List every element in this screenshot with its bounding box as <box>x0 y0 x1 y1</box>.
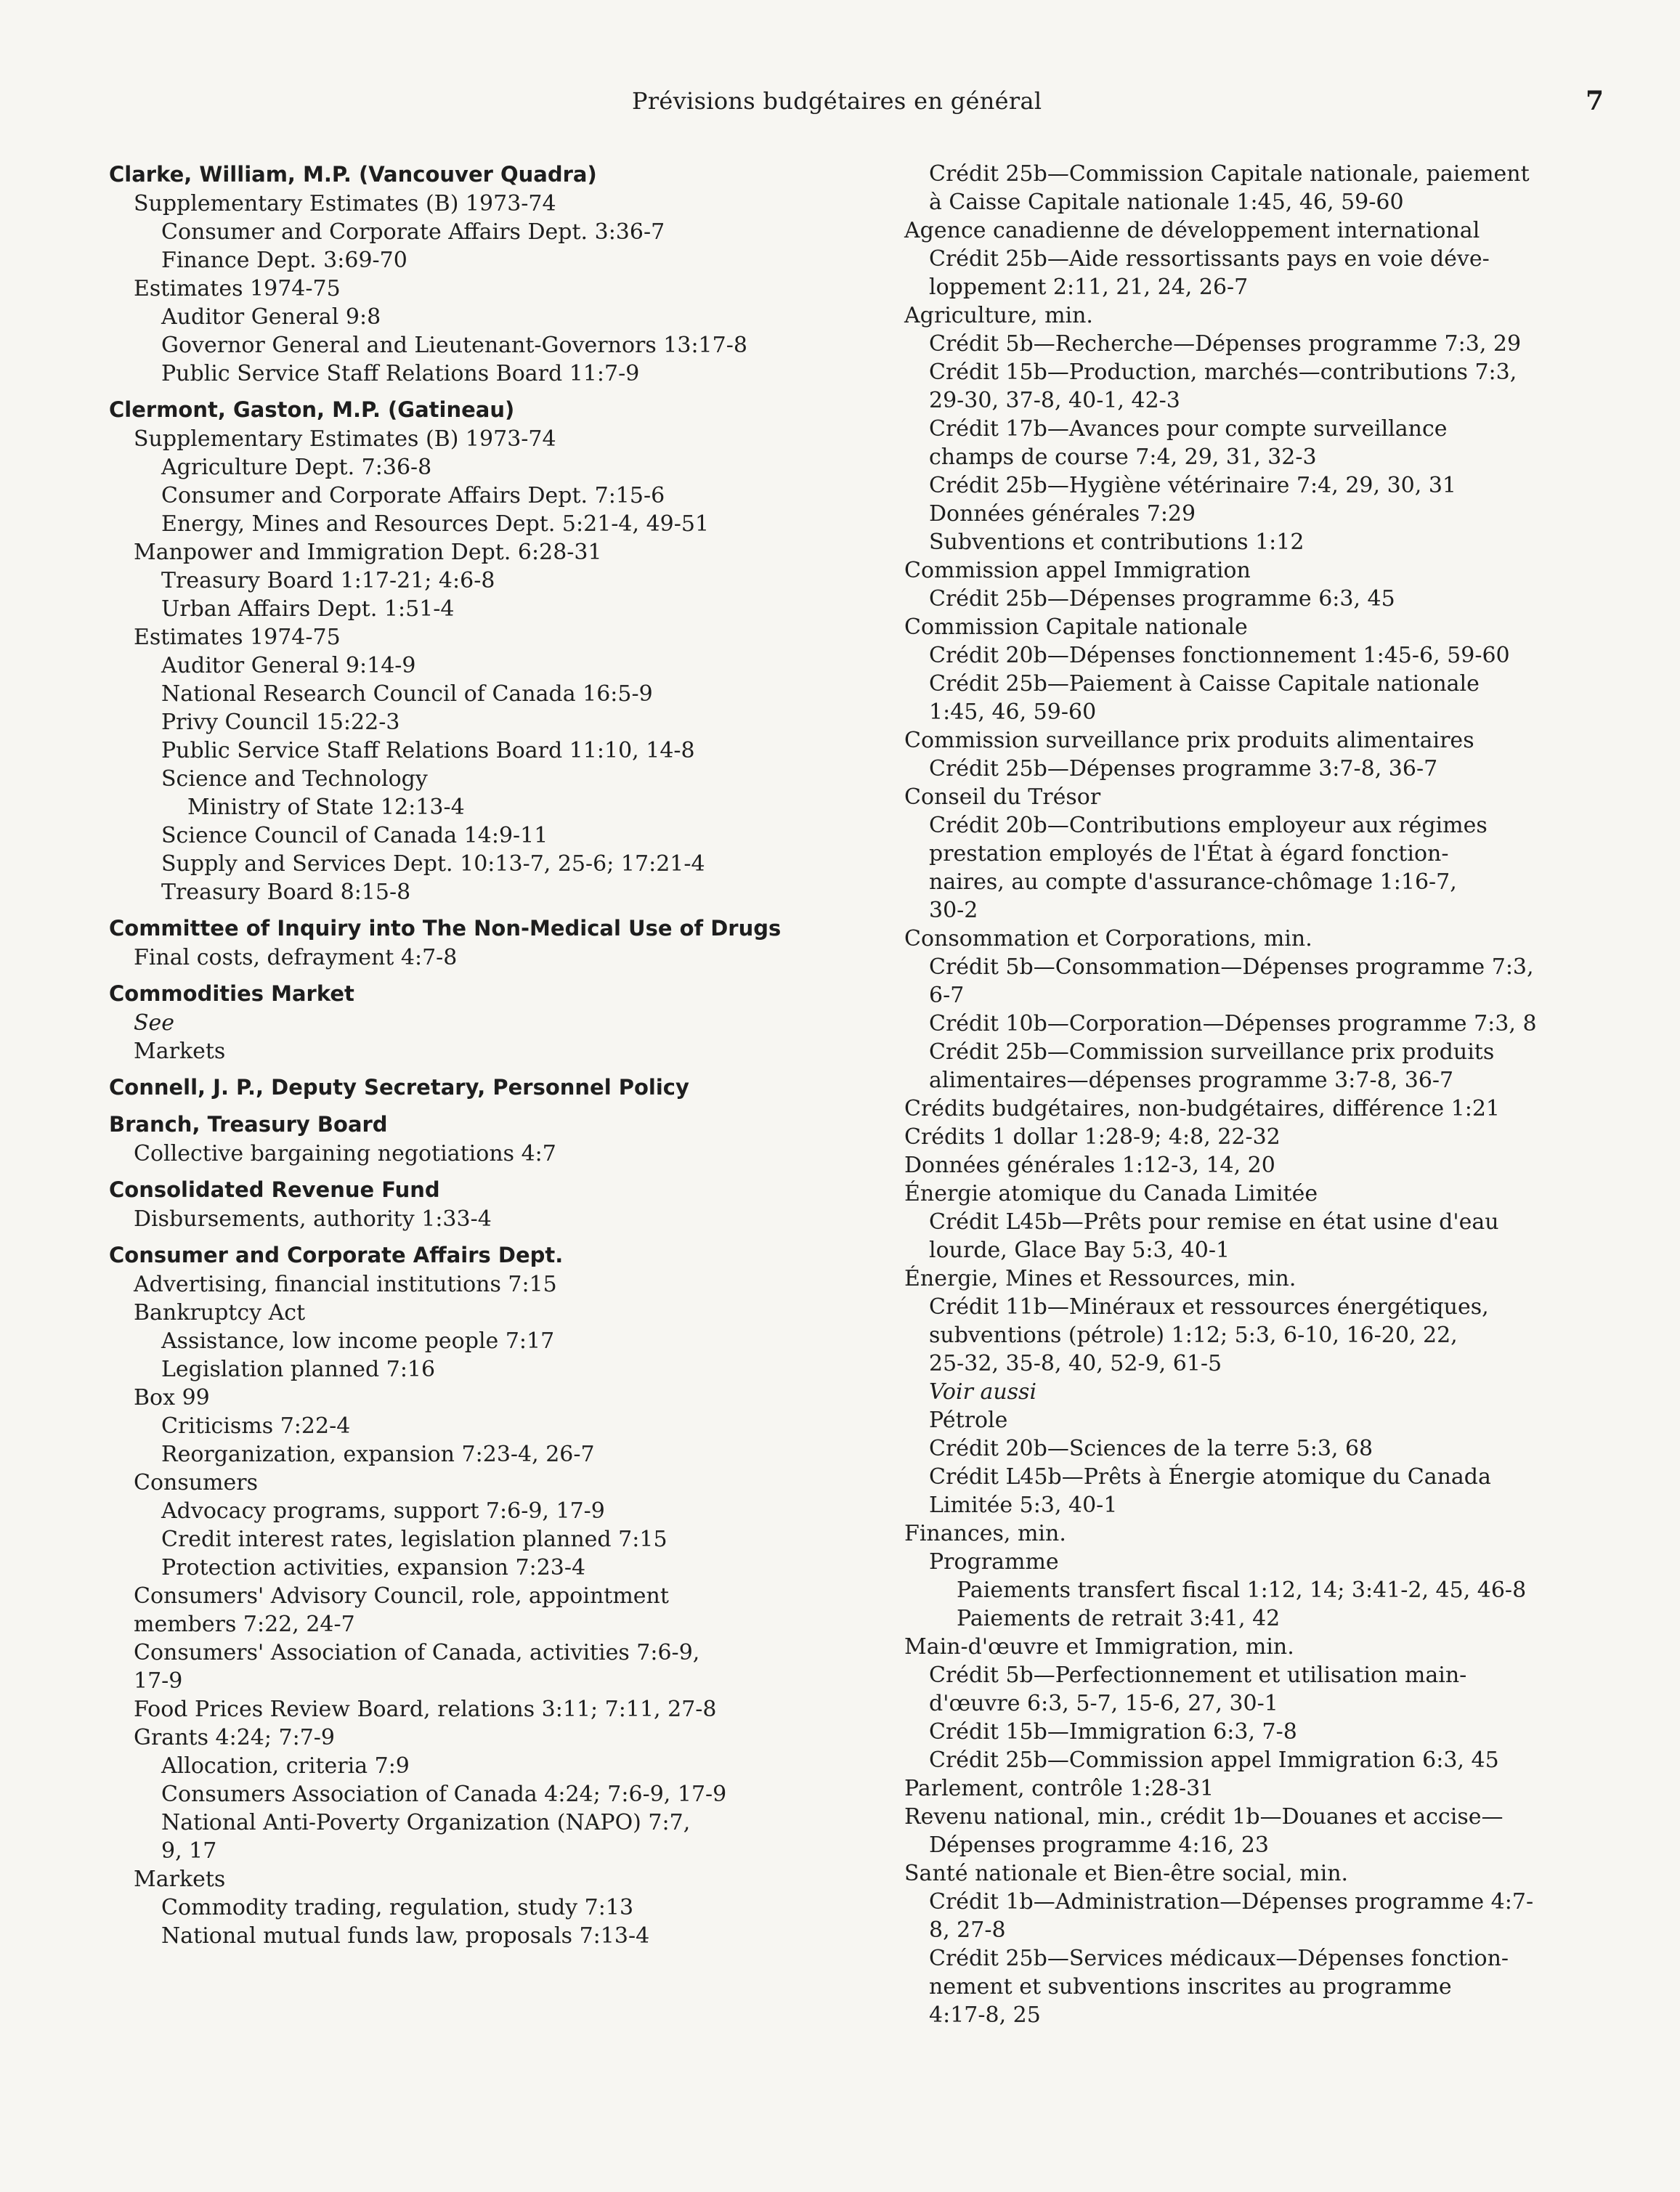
index-entry: Paiements de retrait 3:41, 42 <box>957 1606 1281 1631</box>
index-entry: Parlement, contrôle 1:28-31 <box>904 1776 1214 1801</box>
index-entry: Treasury Board 8:15-8 <box>161 880 411 905</box>
index-entry: National mutual funds law, proposals 7:13-4 <box>161 1923 650 1949</box>
index-heading: Committee of Inquiry into The Non-Medical Use of Drugs <box>109 916 782 941</box>
index-entry: Crédit 25b—Commission appel Immigration 6:3, 45 <box>929 1747 1499 1773</box>
index-entry: Science and Technology <box>161 766 428 792</box>
index-entry: 4:17-8, 25 <box>929 2002 1041 2028</box>
index-entry: Crédit 25b—Services médicaux—Dépenses fonction- <box>929 1946 1509 1971</box>
index-entry: Credit interest rates, legislation planned 7:15 <box>161 1527 667 1552</box>
index-entry: 6-7 <box>929 983 965 1008</box>
index-entry: Energy, Mines and Resources Dept. 5:21-4, 49-51 <box>161 511 710 537</box>
index-entry: Protection activities, expansion 7:23-4 <box>161 1555 586 1580</box>
index-entry: Consumer and Corporate Affairs Dept. 3:36-7 <box>161 219 665 245</box>
index-entry: Supply and Services Dept. 10:13-7, 25-6; 17:21-4 <box>161 851 705 877</box>
index-heading: Commodities Market <box>109 981 354 1006</box>
index-entry: Agence canadienne de développement international <box>904 218 1480 243</box>
index-entry: Énergie atomique du Canada Limitée <box>904 1181 1318 1206</box>
index-entry: Crédit 11b—Minéraux et ressources énergétiques, <box>929 1294 1489 1320</box>
index-entry: Énergie, Mines et Ressources, min. <box>904 1266 1296 1291</box>
index-entry: Crédit L45b—Prêts à Énergie atomique du Canada <box>929 1464 1491 1490</box>
page-number: 7 <box>1586 86 1604 116</box>
index-heading: Branch, Treasury Board <box>109 1112 388 1137</box>
index-entry: Crédit 15b—Production, marchés—contributions 7:3, <box>929 360 1517 385</box>
index-entry: Final costs, defrayment 4:7-8 <box>134 945 458 970</box>
index-entry: naires, au compte d'assurance-chômage 1:16-7, <box>929 869 1457 895</box>
index-entry: Commodity trading, regulation, study 7:13 <box>161 1895 634 1920</box>
index-heading: Clarke, William, M.P. (Vancouver Quadra) <box>109 162 597 187</box>
index-entry: Collective bargaining negotiations 4:7 <box>134 1141 556 1166</box>
index-entry: Treasury Board 1:17-21; 4:6-8 <box>161 568 495 593</box>
index-entry: Supplementary Estimates (B) 1973-74 <box>134 426 556 452</box>
index-entry: Crédit 15b—Immigration 6:3, 7-8 <box>929 1719 1297 1745</box>
index-entry: Finance Dept. 3:69-70 <box>161 248 407 273</box>
index-entry: Programme <box>929 1549 1059 1575</box>
index-column-left <box>109 160 835 1950</box>
index-entry: Grants 4:24; 7:7-9 <box>134 1725 336 1750</box>
index-entry: Advertising, financial institutions 7:15 <box>134 1272 557 1297</box>
index-entry: Crédit 10b—Corporation—Dépenses programme 7:3, 8 <box>929 1011 1537 1036</box>
index-entry: Crédit 20b—Dépenses fonctionnement 1:45-6, 59-60 <box>929 643 1510 668</box>
index-entry: Consumer and Corporate Affairs Dept. 7:15-6 <box>161 483 665 508</box>
index-entry: Agriculture, min. <box>904 303 1093 328</box>
page-header <box>0 87 1680 123</box>
index-entry: Advocacy programs, support 7:6-9, 17-9 <box>161 1498 605 1524</box>
index-entry: Box 99 <box>134 1385 210 1410</box>
index-entry: Ministry of State 12:13-4 <box>187 795 465 820</box>
index-entry: Crédit 25b—Dépenses programme 3:7-8, 36-7 <box>929 756 1438 782</box>
index-entry: Crédits budgétaires, non-budgétaires, différence 1:21 <box>904 1096 1500 1121</box>
index-entry: Subventions et contributions 1:12 <box>929 529 1304 555</box>
index-entry: National Research Council of Canada 16:5-9 <box>161 681 653 707</box>
index-entry: National Anti-Poverty Organization (NAPO) 7:7, <box>161 1810 691 1835</box>
index-entry: Crédit 25b—Dépenses programme 6:3, 45 <box>929 586 1395 612</box>
index-entry: Paiements transfert fiscal 1:12, 14; 3:41-2, 45, 46-8 <box>957 1578 1527 1603</box>
index-entry: champs de course 7:4, 29, 31, 32-3 <box>929 445 1317 470</box>
index-entry: Données générales 1:12-3, 14, 20 <box>904 1153 1275 1178</box>
index-column-right <box>904 160 1609 2029</box>
index-entry: Public Service Staff Relations Board 11:10, 14-8 <box>161 738 695 763</box>
index-entry: Urban Affairs Dept. 1:51-4 <box>161 596 455 622</box>
index-entry: Pétrole <box>929 1408 1008 1433</box>
index-entry: Agriculture Dept. 7:36-8 <box>161 455 432 480</box>
index-entry: Markets <box>134 1867 226 1892</box>
index-entry: Bankruptcy Act <box>134 1300 306 1326</box>
index-entry: Public Service Staff Relations Board 11:7-9 <box>161 361 640 386</box>
index-entry: Santé nationale et Bien-être social, min. <box>904 1861 1349 1886</box>
index-entry: 1:45, 46, 59-60 <box>929 699 1097 725</box>
index-entry: See <box>134 1010 175 1036</box>
index-entry: Finances, min. <box>904 1521 1066 1546</box>
index-heading: Consumer and Corporate Affairs Dept. <box>109 1243 564 1267</box>
index-heading: Clermont, Gaston, M.P. (Gatineau) <box>109 397 515 422</box>
index-entry: Science Council of Canada 14:9-11 <box>161 823 548 848</box>
index-entry: Crédit 20b—Sciences de la terre 5:3, 68 <box>929 1436 1373 1461</box>
index-heading: Consolidated Revenue Fund <box>109 1177 440 1202</box>
index-entry: Crédit L45b—Prêts pour remise en état usine d'eau <box>929 1209 1499 1235</box>
index-entry: Consumers <box>134 1470 258 1495</box>
index-entry: Crédit 5b—Perfectionnement et utilisation main- <box>929 1663 1467 1688</box>
index-entry: Crédit 5b—Consommation—Dépenses programme 7:3, <box>929 954 1534 980</box>
index-entry: Revenu national, min., crédit 1b—Douanes et accise— <box>904 1804 1504 1830</box>
index-entry: d'œuvre 6:3, 5-7, 15-6, 27, 30-1 <box>929 1691 1278 1716</box>
index-entry: Assistance, low income people 7:17 <box>161 1328 555 1354</box>
index-entry: Données générales 7:29 <box>929 501 1196 527</box>
index-entry: Consumers' Association of Canada, activities 7:6-9, <box>134 1640 700 1665</box>
index-entry: 8, 27-8 <box>929 1917 1006 1943</box>
index-entry: lourde, Glace Bay 5:3, 40-1 <box>929 1238 1230 1263</box>
index-entry: Crédit 5b—Recherche—Dépenses programme 7:3, 29 <box>929 331 1522 357</box>
index-entry: Crédit 25b—Commission surveillance prix produits <box>929 1039 1495 1065</box>
index-entry: loppement 2:11, 21, 24, 26-7 <box>929 275 1249 300</box>
index-entry: subventions (pétrole) 1:12; 5:3, 6-10, 16-20, 22, <box>929 1323 1458 1348</box>
index-entry: Governor General and Lieutenant-Governors 13:17-8 <box>161 333 747 358</box>
index-entry: Conseil du Trésor <box>904 784 1101 810</box>
index-entry: nement et subventions inscrites au programme <box>929 1974 1452 2000</box>
index-entry: Crédits 1 dollar 1:28-9; 4:8, 22-32 <box>904 1124 1281 1150</box>
index-entry: members 7:22, 24-7 <box>134 1612 355 1637</box>
index-entry: Food Prices Review Board, relations 3:11; 7:11, 27-8 <box>134 1697 717 1722</box>
index-entry: Consumers Association of Canada 4:24; 7:6-9, 17-9 <box>161 1782 727 1807</box>
index-entry: Crédit 25b—Hygiène vétérinaire 7:4, 29, 30, 31 <box>929 473 1456 498</box>
index-entry: Manpower and Immigration Dept. 6:28-31 <box>134 540 602 565</box>
index-entry: 25-32, 35-8, 40, 52-9, 61-5 <box>929 1351 1222 1376</box>
index-entry: à Caisse Capitale nationale 1:45, 46, 59-60 <box>929 190 1404 215</box>
index-entry: Reorganization, expansion 7:23-4, 26-7 <box>161 1442 595 1467</box>
index-entry: Crédit 25b—Aide ressortissants pays en voie déve- <box>929 246 1490 272</box>
index-entry: Estimates 1974-75 <box>134 276 341 301</box>
index-entry: Crédit 17b—Avances pour compte surveillance <box>929 416 1448 442</box>
index-entry: Supplementary Estimates (B) 1973-74 <box>134 191 556 216</box>
index-entry: Voir aussi <box>929 1379 1037 1405</box>
index-heading: Connell, J. P., Deputy Secretary, Personnel Policy <box>109 1075 689 1100</box>
index-entry: Crédit 20b—Contributions employeur aux régimes <box>929 813 1488 838</box>
running-title: Prévisions budgétaires en général <box>632 87 1042 115</box>
index-entry: 29-30, 37-8, 40-1, 42-3 <box>929 388 1180 413</box>
index-entry: prestation employés de l'État à égard fonction- <box>929 841 1449 866</box>
index-entry: Markets <box>134 1039 226 1064</box>
index-entry: Estimates 1974-75 <box>134 625 341 650</box>
index-entry: Allocation, criteria 7:9 <box>161 1753 410 1779</box>
index-entry: Commission Capitale nationale <box>904 614 1248 640</box>
index-entry: Consumers' Advisory Council, role, appointment <box>134 1583 669 1609</box>
index-entry: Consommation et Corporations, min. <box>904 926 1312 951</box>
index-entry: Dépenses programme 4:16, 23 <box>929 1832 1270 1858</box>
index-entry: Auditor General 9:8 <box>161 304 381 330</box>
index-entry: 9, 17 <box>161 1838 217 1864</box>
index-entry: Disbursements, authority 1:33-4 <box>134 1206 492 1232</box>
index-entry: Legislation planned 7:16 <box>161 1357 436 1382</box>
index-entry: Crédit 25b—Paiement à Caisse Capitale nationale <box>929 671 1480 697</box>
index-entry: Privy Council 15:22-3 <box>161 710 400 735</box>
index-entry: Commission appel Immigration <box>904 558 1251 583</box>
index-entry: Crédit 1b—Administration—Dépenses programme 4:7- <box>929 1889 1534 1915</box>
index-entry: Main-d'œuvre et Immigration, min. <box>904 1634 1294 1660</box>
index-entry: Crédit 25b—Commission Capitale nationale, paiement <box>929 161 1530 187</box>
index-entry: 17-9 <box>134 1668 183 1694</box>
index-entry: Commission surveillance prix produits alimentaires <box>904 728 1474 753</box>
index-entry: 30-2 <box>929 898 978 923</box>
index-entry: Auditor General 9:14-9 <box>161 653 416 678</box>
index-entry: Limitée 5:3, 40-1 <box>929 1493 1118 1518</box>
index-entry: alimentaires—dépenses programme 3:7-8, 36-7 <box>929 1068 1454 1093</box>
index-entry: Criticisms 7:22-4 <box>161 1413 351 1439</box>
